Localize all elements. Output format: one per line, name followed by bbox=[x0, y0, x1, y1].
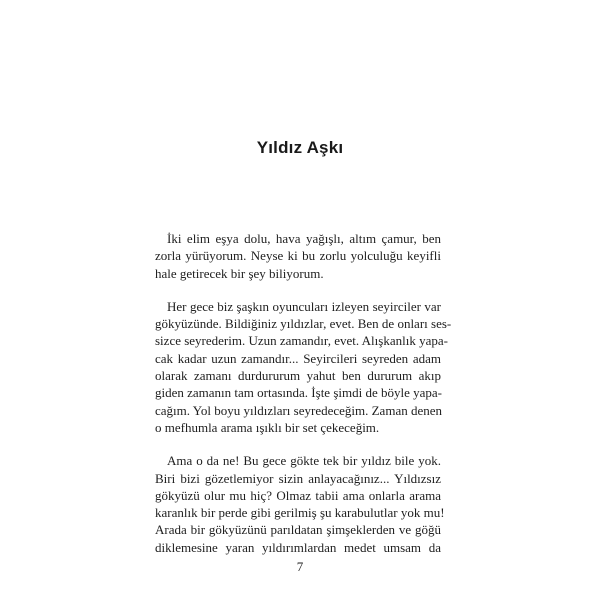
text-line: sizce seyrederim. Uzun zamandır, evet. Alışkanlık yapa- bbox=[155, 333, 448, 349]
body-text bbox=[155, 230, 452, 572]
text-line: Arada bir gökyüzünü parıldatan şimşeklerden ve göğü bbox=[155, 522, 441, 538]
text-line: o mefhumla arama ışıklı bir set çekeceğim. bbox=[155, 419, 380, 435]
text-line: gökyüzünde. Bildiğiniz yıldızlar, evet. Ben de onları ses- bbox=[155, 316, 452, 332]
text-line: zorla yürüyorum. Neyse ki bu zorlu yolculuğu keyifli bbox=[155, 248, 441, 264]
text-line: İki elim eşya dolu, hava yağışlı, altım çamur, ben bbox=[167, 231, 441, 246]
text-line: Ama o da ne! Bu gece gökte tek bir yıldız bile yok. bbox=[167, 453, 441, 469]
text-line: cağım. Yol boyu yıldızları seyredeceğim. Zaman denen bbox=[155, 402, 443, 418]
paragraph bbox=[155, 230, 441, 282]
page-number: 7 bbox=[296, 559, 304, 574]
text-line: hale getirecek bir şey biliyorum. bbox=[155, 265, 324, 281]
text-line: olarak zamanı durdururum yahut ben dururum akıp bbox=[155, 368, 441, 384]
text-line: gökyüzü olur mu hiç? Olmaz tabii ama onlarla arama bbox=[155, 487, 441, 503]
paragraph bbox=[155, 452, 445, 556]
paragraph bbox=[155, 298, 452, 436]
text-line: giden zamanın tam ortasında. İşte şimdi de böyle yapa- bbox=[155, 385, 442, 401]
chapter-title: Yıldız Aşkı bbox=[256, 138, 344, 157]
text-line: diklemesine yaran yıldırımlardan medet umsam da bbox=[155, 539, 441, 555]
text-line: Biri bizi gözetlemiyor sizin anlayacağınız... Yıldızsız bbox=[155, 470, 441, 486]
text-line: karanlık bir perde gibi gerilmiş şu karabulutlar yok mu! bbox=[155, 505, 445, 521]
text-line: Her gece biz şaşkın oyuncuları izleyen seyirciler var bbox=[167, 298, 441, 314]
text-line: cak kadar uzun zamandır... Seyircileri seyreden adam bbox=[155, 350, 441, 366]
